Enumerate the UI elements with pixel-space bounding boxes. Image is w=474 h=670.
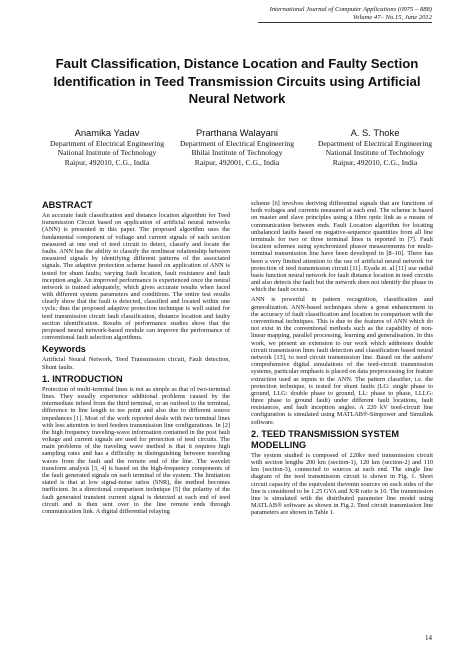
right-column (251, 200, 433, 520)
author-addr: Raipur, 492010, C.G., India (332, 157, 418, 167)
author-dept: Department of Electrical Engineering (49, 139, 165, 148)
section2-heading: 2. TEED TRANSMISSION SYSTEM MODELLING (251, 428, 400, 450)
right-paragraph-1: scheme [6] involves deriving differential signals that are functions of both voltages and currents measured at each end. The scheme is based on master and slave principles using a fibre optic link as a means of communication between ends. Fault Location algorithm for locating unbalanced faults based on negative-sequence quantities from all line terminals for two or three terminal lines is reported in [7]. Fault location schemes using synchronized phasor measurements for multi-terminal transmission line have been developed in [8–10]. There has been a very limited attention to the use of artificial neural network for protection of teed transmission circuit [11]. Eyada et. al [11] use radial basis function neural network for fault distance location in teed circuits and also detects the fault but the network does not identify the phase in which the fault occurs. (251, 200, 433, 294)
right-paragraph-2: ANN is powerful in pattern recognition, classification and generalization. ANN-based techniques show a great enhancement in the accuracy of fault classification and location in comparison with the conventional techniques. This is due to the features of ANN which do not exist in the conventional methods such as the capability of non-linear mapping, parallel processing, learning and generalisation. In this work, we present an extension to our work which addresses double circuit transmission lines fault detection and classification based neural network [13], to teed circuit transmission line. Based on the authors' comprehensive digital simulations of the teed-circuit transmission systems, particular emphasis is placed on data preprocessing for feature extraction used as inputs to the ANN. The pattern classifier, i.e. the protection technique, is tested for shunt faults (LG: single phase to ground, LLG: double phase to ground, LL: phase to phase, LLLG: three phase to ground fault) under different fault locations, fault resistances, and fault inception angles. A 220 kV teed-circuit line configuration is simulated using MATLAB®-Simpower and Simulink software. (251, 296, 433, 426)
keywords-text: Artificial Neural Network, Teed Transmission circuit, Fault detection, Shunt faults. (42, 356, 230, 371)
header-divider (258, 22, 432, 23)
author-block-3 (300, 127, 450, 167)
author-inst: Bhilai Institute of Technology (191, 148, 283, 158)
author-addr: Raipur, 492001, C.G., India (194, 157, 280, 167)
journal-volume: Volume 47– No.15, June 2012 (352, 14, 432, 21)
left-column (42, 200, 230, 518)
page-number: 14 (425, 634, 432, 642)
journal-header (270, 6, 432, 22)
journal-name: International Journal of Computer Applications (0975 – 888) (269, 6, 432, 13)
author-dept: Department of Electrical Engineering (179, 139, 295, 148)
author-dept: Department of Electrical Engineering (317, 139, 433, 148)
author-name: Anamika Yadav (74, 127, 140, 138)
abstract-heading: ABSTRACT (42, 200, 93, 210)
author-name: A. S. Thoke (350, 127, 400, 138)
author-addr: Raipur, 492010, C.G., India (64, 157, 150, 167)
author-block-2 (162, 127, 312, 167)
introduction-text: Protection of multi-terminal lines is not as simple as that of two-terminal lines. They usually experience additional problems caused by the intermediate infeed from the third terminal, or an outfeed to the terminal, difference in line length to tee point and also due to different source impedances [1]. Most of the work reported deals with two terminal lines with less attention to teed feeders transmission line configurations. In [2] the high frequency traveling-wave information contained in the post fault voltage and current signals are used for protection of teed circuits. The main problems of the traveling wave method is that it requires high sampling rates and has a difficulty in distinguishing between traveling waves from the fault and the remote end of the line. The wavelet transform analysis [3, 4] is based on the high-frequency components of the fault generated signals on each terminal of the system. The limitation stated is that at low signal-noise ratios (SNR), the method becomes inefficient. In a directional comparison technique [5] the polarity of the fault generated transient current signal is detected at each end of teed circuit and is then sent over to the line remote ends through communication link. A digital differential relaying (42, 385, 230, 515)
section2-text: The system studied is composed of 220kv teed transmission circuit with section lengths 200 km (section-1), 120 km (section-2) and 110 km (section-3), connected to sources at each end. The single line diagram of the teed transmission circuit is shown in Fig. 1. Short circuit capacity of the equivalent thevenin sources on each sides of the line is considered to be 1.25 GVA and X/R ratio is 10. The transmission line is simulated with the distributed parameter line model using MATLAB® software as shown in Fig.2. Teed circuit transmission line parameters are shown in Table 1. (251, 451, 433, 517)
introduction-heading: 1. INTRODUCTION (42, 373, 123, 384)
paper-title: Fault Classification, Distance Location and Faulty Section Identification in Teed Transmission Circuits using Artificial Neural Network (53, 56, 421, 106)
author-name: Prarthana Walayani (196, 127, 278, 138)
author-inst: National Institute of Technology (325, 148, 425, 158)
author-block-1 (32, 127, 182, 167)
author-inst: National Institute of Technology (57, 148, 157, 158)
abstract-text: An accurate fault classification and distance location algorithm for Teed transmission Circuit based on application of artificial neural networks (ANN) is presented in this paper. The proposed algorithm uses the fundamental component of voltage and current signals of each section measured at one end of teed circuit to detect, classify and locate the faults. ANN has the ability to classify the nonlinear relationship between measured signals by identifying different patterns of the associated signals. The adaptive protection scheme based on application of ANN is tested for shunt faults; varying fault location, fault resistance and fault inception angle. An improved performance is experienced once the neural network is trained adequately, which gives accurate results when faced with different system parameters and conditions. The entire test results clearly show that the fault is detected, classified and located within one cycle; thus the proposed adaptive protection technique is well suited for teed transmission circuit fault classification, distance location and faulty section identification. Results of performance studies show that the proposed neural network-based module can improve the performance of conventional fault selection algorithms. (42, 212, 230, 342)
keywords-heading: Keywords (42, 344, 86, 355)
